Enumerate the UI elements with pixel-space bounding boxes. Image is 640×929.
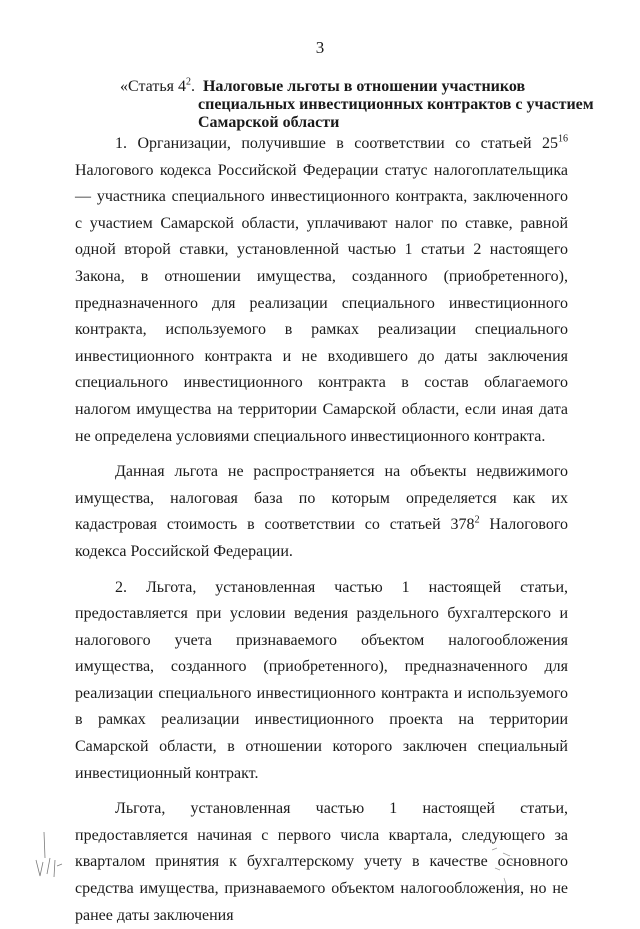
paragraph-3: 2. Льгота, установленная частью 1 настоящей статьи, предоставляется при условии ведения раздельного бухгалтерского и налогового учета признаваемого объектом налогообложения имущества, созданного (приобретенного), предназначенного для реализации специального инвестиционного контракта и используемого в рамках реализации инвестиционного проекта на территории Самарской области, в отношении которого заключен специальный инвестиционный контракт. xyxy=(75,578,568,782)
article-number-text: «Статья 4 xyxy=(120,78,186,95)
article-body xyxy=(75,131,568,929)
paragraph-1-text-end: Налогового кодекса Российской Федерации статус налогоплательщика — участника специального инвестиционного контракта, заключенного с участием Самарской области, уплачивают налог по ставке, равной одной второй ставки, установленной частью 1 статьи 2 настоящего Закона, в отношении имущества, созданного (приобретенного), предназначенного для реализации специального инвестиционного контракта, используемого в рамках реализации специального инвестиционного контракта и не входившего до даты заключения специального инвестиционного контракта в состав облагаемого налогом имущества на территории Самарской области, если иная дата не определена условиями специального инвестиционного контракта. xyxy=(75,161,568,445)
article-title-line-2: специальных инвестиционных контрактов с участием xyxy=(198,96,594,113)
article-heading-line-1 xyxy=(120,78,590,96)
paragraph-1-text-start: 1. Организации, получившие в соответствии со статьей 25 xyxy=(115,135,558,152)
article-number xyxy=(120,78,195,95)
article-title-line-1: Налоговые льготы в отношении участников xyxy=(202,78,526,95)
article-heading xyxy=(120,76,594,132)
paragraph-1 xyxy=(75,131,568,450)
paragraph-2-text-start: Данная льгота не распространяется на объекты недвижимого имущества, налоговая база по которым определяется как их кадастровая стоимость в соответствии со статьей 378 xyxy=(75,463,568,534)
left-margin-scribble xyxy=(36,832,62,877)
page-number: 3 xyxy=(315,38,325,57)
article-title-line-3: Самарской области xyxy=(198,114,340,131)
article-number-superscript: 2 xyxy=(185,76,191,88)
paragraph-2 xyxy=(75,459,568,565)
paragraph-1-superscript: 16 xyxy=(558,133,568,145)
paragraph-2-superscript: 2 xyxy=(474,514,480,526)
paragraph-4: Льгота, установленная частью 1 настоящей статьи, предоставляется начиная с первого числа квартала, следующего за кварталом принятия к бухгалтерскому учету в качестве основного средства имущества, признаваемого объектом налогообложения, но не ранее даты заключения xyxy=(75,800,568,924)
article-number-dot: . xyxy=(190,78,195,95)
paragraph-2-text-end: Налогового кодекса Российской Федерации. xyxy=(75,516,568,560)
